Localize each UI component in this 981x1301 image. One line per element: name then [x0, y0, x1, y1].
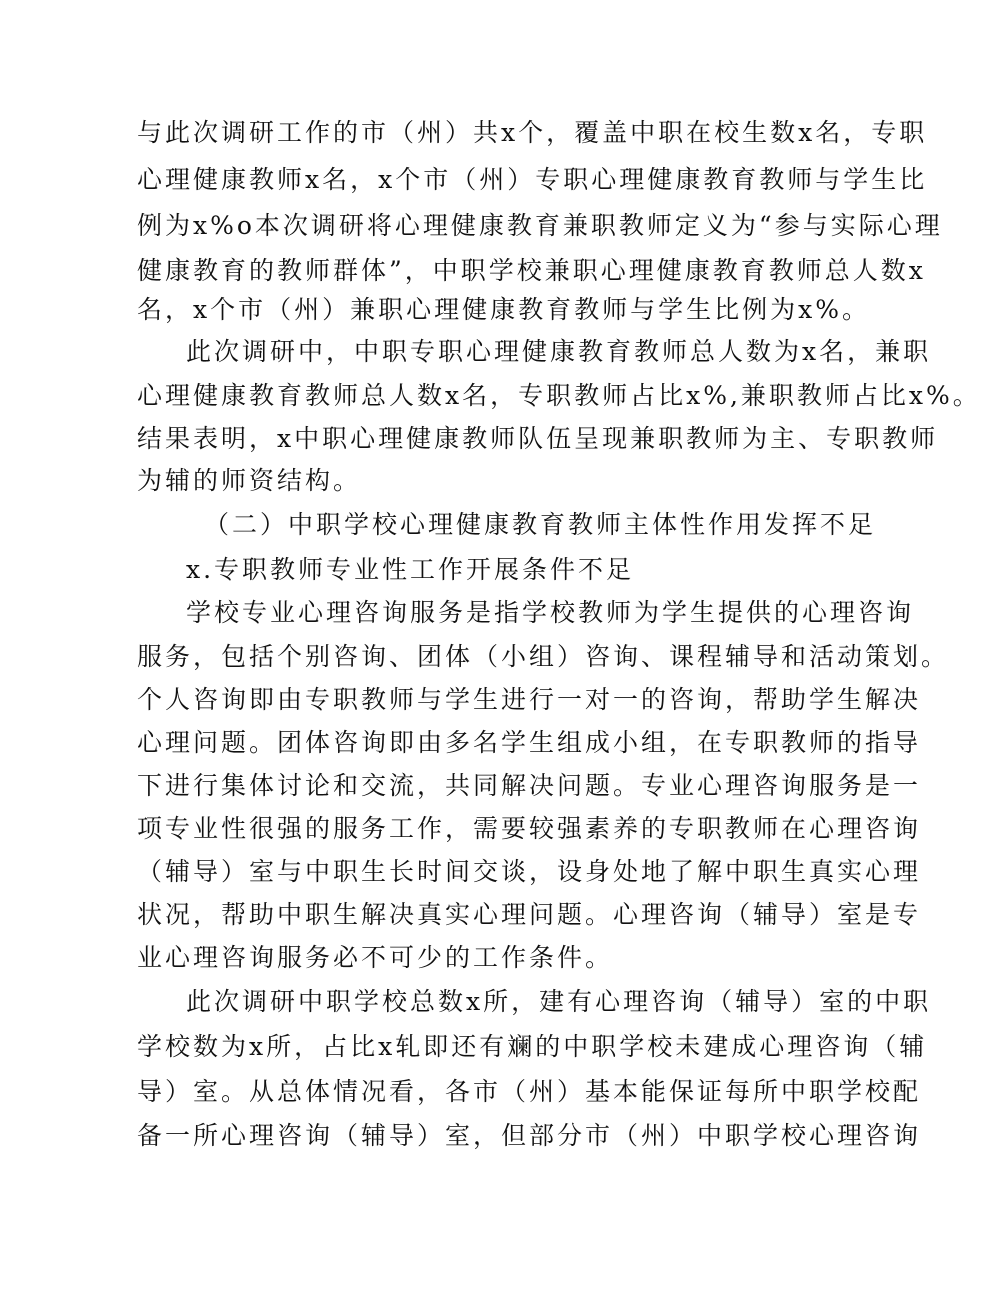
paragraph-1-line-4: 健康教育的教师群体”，中职学校兼职心理健康教育教师总人数x [137, 256, 926, 285]
paragraph-3-line-2: 服务，包括个别咨询、团体（小组）咨询、课程辅导和活动策划。 [137, 642, 950, 671]
paragraph-4-line-3: 导）室。从总体情况看，各市（州）基本能保证每所中职学校配 [137, 1077, 922, 1106]
paragraph-1-line-1: 与此次调研工作的市（州）共x个，覆盖中职在校生数x名，专职 [137, 118, 928, 147]
paragraph-4-line-1: 此次调研中职学校总数x所，建有心理咨询（辅导）室的中职 [186, 987, 932, 1016]
paragraph-3-line-9: 业心理咨询服务必不可少的工作条件。 [137, 943, 614, 972]
paragraph-3-line-7: （辅导）室与中职生长时间交谈，设身处地了解中职生真实心理 [137, 857, 922, 886]
paragraph-1-line-2: 心理健康教师x名，x个市（州）专职心理健康教育教师与学生比 [137, 165, 928, 194]
paragraph-3-line-6: 项专业性很强的服务工作，需要较强素养的专职教师在心理咨询 [137, 814, 922, 843]
paragraph-3-line-4: 心理问题。团体咨询即由多名学生组成小组，在专职教师的指导 [137, 728, 922, 757]
paragraph-1-line-5: 名，x个市（州）兼职心理健康教育教师与学生比例为x%。 [137, 295, 870, 324]
paragraph-3-line-3: 个人咨询即由专职教师与学生进行一对一的咨询，帮助学生解决 [137, 685, 922, 714]
paragraph-1-line-3: 例为x%o本次调研将心理健康教育兼职教师定义为“参与实际心理 [137, 211, 943, 240]
paragraph-2-line-4: 为辅的师资结构。 [137, 466, 362, 495]
paragraph-2-line-1: 此次调研中，中职专职心理健康教育教师总人数为x名，兼职 [186, 337, 932, 366]
paragraph-2-line-3: 结果表明，x中职心理健康教师队伍呈现兼职教师为主、专职教师 [137, 424, 939, 453]
paragraph-3-line-1: 学校专业心理咨询服务是指学校教师为学生提供的心理咨询 [186, 598, 915, 627]
subsection-heading: x.专职教师专业性工作开展条件不足 [186, 555, 635, 584]
paragraph-3-line-8: 状况，帮助中职生解决真实心理问题。心理咨询（辅导）室是专 [137, 900, 922, 929]
section-heading-2: （二）中职学校心理健康教育教师主体性作用发挥不足 [204, 510, 877, 539]
paragraph-4-line-4: 备一所心理咨询（辅导）室，但部分市（州）中职学校心理咨询 [137, 1121, 922, 1150]
paragraph-2-line-2: 心理健康教育教师总人数x名，专职教师占比x%,兼职教师占比x%。 [137, 381, 981, 410]
paragraph-3-line-5: 下进行集体讨论和交流，共同解决问题。专业心理咨询服务是一 [137, 771, 922, 800]
paragraph-4-line-2: 学校数为x所，占比x轧即还有斓的中职学校未建成心理咨询（辅 [137, 1032, 928, 1061]
